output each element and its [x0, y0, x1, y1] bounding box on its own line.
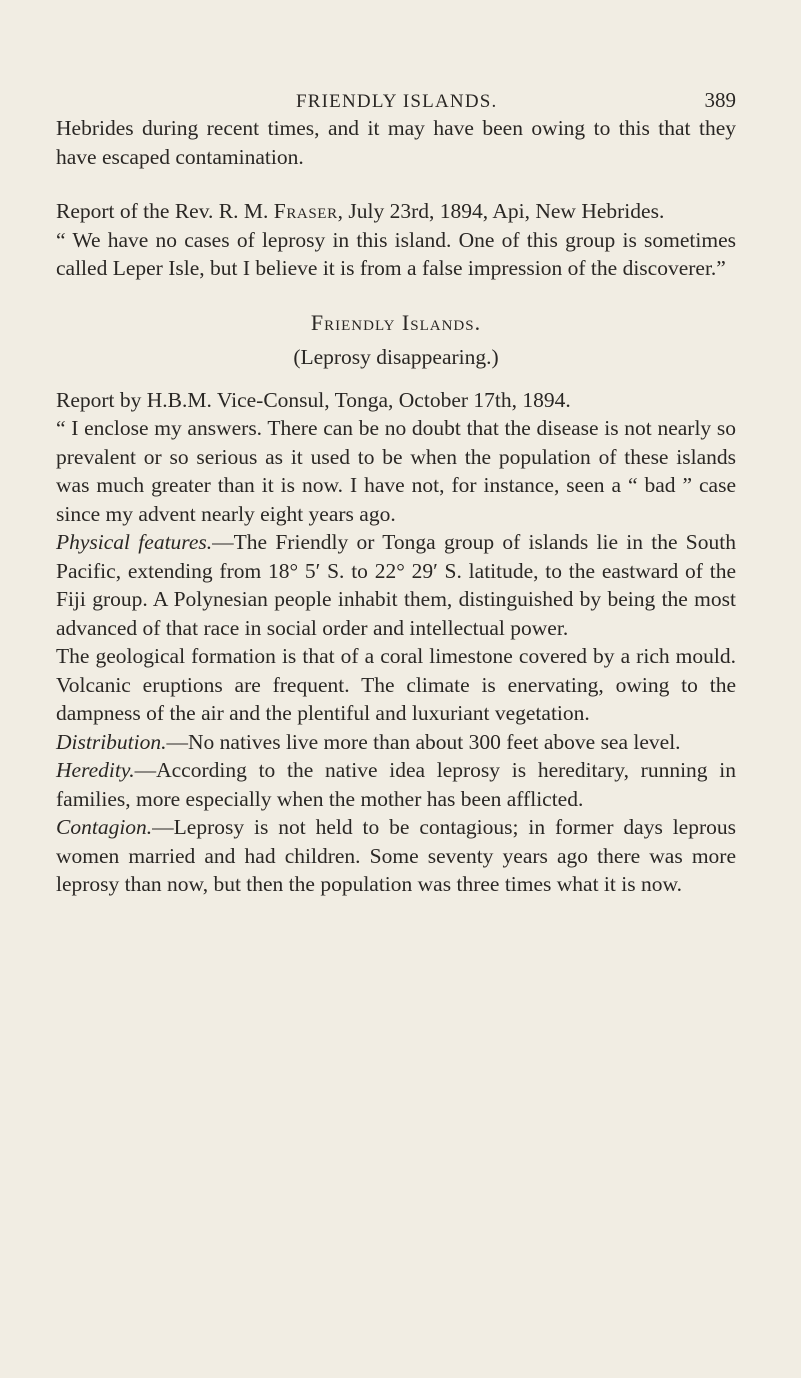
report-vice-consul: Report by H.B.M. Vice-Consul, Tonga, October 17th, 1894.	[56, 387, 571, 412]
quote-vice-consul: “ I enclose my answers. There can be no doubt that the disease is not nearly so prevalent or so serious as it used to be when the population of these islands was much greater than it is now. I have not, for instance, seen a “ bad ” case since my advent nearly eight years ago.	[56, 416, 736, 526]
contagion-label: Contagion.	[56, 815, 153, 839]
heredity-text: —According to the native idea leprosy is hereditary, running in families, more especially when the mother has been afflicted.	[56, 758, 736, 811]
paragraph-physical-features	[56, 528, 736, 642]
physical-features-label: Physical features.	[56, 530, 213, 554]
book-page	[56, 82, 736, 1362]
report-fraser	[56, 197, 736, 226]
running-head: FRIENDLY ISLANDS.	[296, 91, 498, 112]
report-fraser-prefix: Report of the Rev. R. M.	[56, 199, 274, 223]
paragraph-contagion	[56, 813, 736, 899]
report-fraser-name: Fraser	[273, 199, 338, 223]
report-fraser-suffix: , July 23rd, 1894, Api, New Hebrides.	[337, 199, 665, 223]
heredity-label: Heredity.	[56, 758, 135, 782]
paragraph-geology: The geological formation is that of a coral limestone covered by a rich mould. Volcanic eruptions are frequent. The climate is enervating, owing to the dampness of the air and the plentiful and luxuriant vegetation.	[56, 644, 736, 725]
quote-fraser: “ We have no cases of leprosy in this island. One of this group is sometimes called Leper Isle, but I believe it is from a false impression of the discoverer.”	[56, 227, 736, 280]
contagion-text: —Leprosy is not held to be contagious; in former days leprous women married and had children. Some seventy years ago there was more leprosy than now, but then the population was three times what it is now.	[56, 815, 736, 896]
page-number: 389	[704, 88, 736, 112]
distribution-label: Distribution.	[56, 729, 167, 754]
section-heading: Friendly Islands.	[310, 309, 482, 335]
section-subheading: (Leprosy disappearing.)	[293, 345, 499, 369]
distribution-text: —No natives live more than about 300 feet above sea level.	[166, 729, 681, 754]
physical-features-text: —The Friendly or Tonga group of islands lie in the South Pacific, extending from 18° 5′ S. to 22° 29′ S. latitude, to the eastward of the Fiji group. A Polynesian people inhabit them, distinguished by being the most advanced of that race in social order and intellectual power.	[56, 530, 736, 640]
paragraph-distribution	[56, 728, 736, 757]
paragraph-heredity	[56, 756, 736, 813]
body-text	[56, 114, 736, 899]
paragraph-continuation: Hebrides during recent times, and it may have been owing to this that they have escaped contamination.	[56, 116, 736, 169]
